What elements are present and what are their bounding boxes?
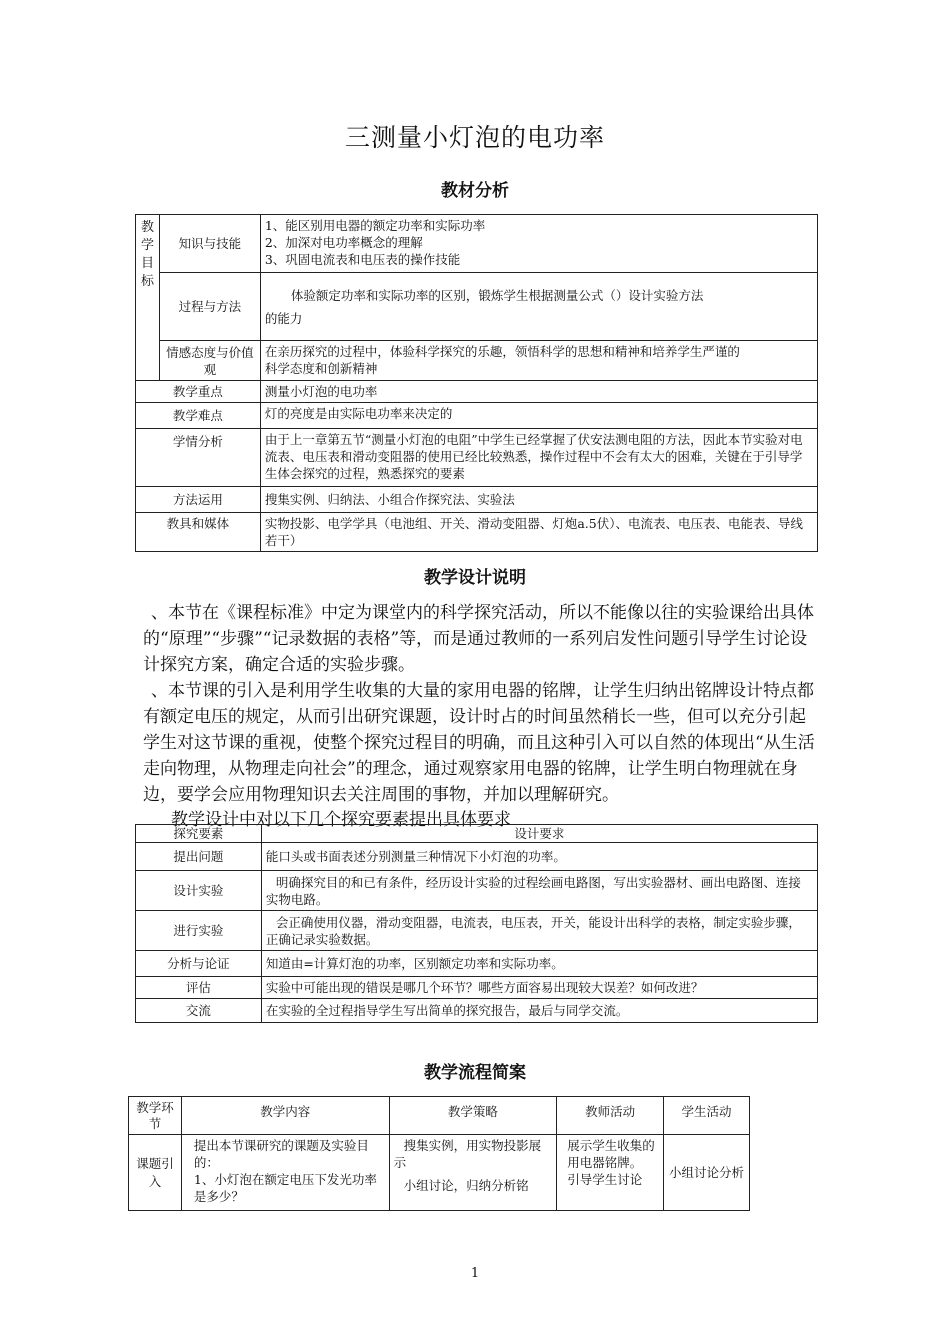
flow-table bbox=[128, 1096, 750, 1211]
flow-teacher: 展示学生收集的用电器铭牌。 引导学生讨论 bbox=[557, 1135, 664, 1211]
req-text: 知道由=计算灯泡的功率，区别额定功率和实际功率。 bbox=[261, 951, 817, 977]
flow-stage: 课题引入 bbox=[129, 1135, 182, 1211]
section-heading-flow: 教学流程简案 bbox=[424, 1063, 526, 1083]
req-text: 会正确使用仪器，滑动变阻器，电流表，电压表，开关，能设计出科学的表格，制定实验步骤，正确记录实验数据。 bbox=[261, 911, 817, 951]
flow-content: 提出本节课研究的课题及实验目的： 1、小灯泡在额定电压下发光功率是多少？ bbox=[181, 1135, 389, 1211]
req-element: 提出问题 bbox=[136, 843, 262, 871]
row-content-knowledge: 1、能区别用电器的额定功率和实际功率 2、加深对电功率概念的理解 3、巩固电流表和电压表的操作技能 bbox=[260, 215, 817, 273]
flow-header-strategy: 教学策略 bbox=[389, 1097, 557, 1135]
paragraph-2: 、本节课的引入是利用学生收集的大量的家用电器的铭牌，让学生归纳出铭牌设计特点都有额定电压的规定，从而引出研究课题，设计时占的时间虽然稍长一些，但可以充分引起学生对这节课的重视，使整个探究过程目的明确，而且这种引入可以自然的体现出“从生活走向物理，从物理走向社会”的理念，通过观察家用电器的铭牌，让学生明白物理就在身边，要学会应用物理知识去关注周围的事物，并加以理解研究。 bbox=[143, 681, 815, 805]
page-number: 1 bbox=[470, 1266, 480, 1281]
section-heading-analysis: 教材分析 bbox=[441, 181, 509, 201]
row-content-process: 体验额定功率和实际功率的区别，锻炼学生根据测量公式（）设计实验方法 的能力 bbox=[260, 273, 817, 341]
row-label-knowledge: 知识与技能 bbox=[159, 215, 260, 273]
row-label-media: 教具和媒体 bbox=[136, 513, 261, 552]
row-content-difficulty: 灯的亮度是由实际电功率来决定的 bbox=[260, 403, 817, 429]
req-text: 能口头或书面表述分别测量三种情况下小灯泡的功率。 bbox=[261, 843, 817, 871]
design-paragraphs bbox=[143, 600, 819, 832]
row-label-methods: 方法运用 bbox=[136, 487, 261, 513]
row-content-methods: 搜集实例、归纳法、小组合作探究法、实验法 bbox=[260, 487, 817, 513]
flow-header-content: 教学内容 bbox=[181, 1097, 389, 1135]
row-content-attitude: 在亲历探究的过程中，体验科学探究的乐趣，领悟科学的思想和精神和培养学生严谨的 科学态度和创新精神 bbox=[260, 341, 817, 381]
header-element: 探究要素 bbox=[136, 825, 262, 843]
row-label-student-analysis: 学情分析 bbox=[136, 429, 261, 487]
req-text: 在实验的全过程指导学生写出简单的探究报告，最后与同学交流。 bbox=[261, 999, 817, 1023]
row-content-key-point: 测量小灯泡的电功率 bbox=[260, 381, 817, 403]
req-text: 明确探究目的和已有条件，经历设计实验的过程绘画电路图，写出实验器材、画出电路图、连接实物电路。 bbox=[261, 871, 817, 911]
row-label-attitude: 情感态度与价值观 bbox=[159, 341, 260, 381]
row-label-key-point: 教学重点 bbox=[136, 381, 261, 403]
paragraph-3: 教学设计中对以下几个探究要素提出具体要求 bbox=[171, 810, 511, 830]
goal-label: 教 学 目 标 bbox=[136, 215, 160, 381]
flow-header-teacher: 教师活动 bbox=[557, 1097, 664, 1135]
header-requirement: 设计要求 bbox=[261, 825, 817, 843]
row-label-difficulty: 教学难点 bbox=[136, 403, 261, 429]
req-element: 评估 bbox=[136, 977, 262, 999]
section-heading-design: 教学设计说明 bbox=[424, 568, 526, 588]
req-element: 进行实验 bbox=[136, 911, 262, 951]
flow-strategy: 搜集实例，用实物投影展示 小组讨论，归纳分析铭 bbox=[389, 1135, 557, 1211]
page-title: 三测量小灯泡的电功率 bbox=[344, 123, 605, 152]
flow-student: 小组讨论分析 bbox=[664, 1135, 750, 1211]
flow-header-stage: 教学环节 bbox=[129, 1097, 182, 1135]
req-element: 分析与论证 bbox=[136, 951, 262, 977]
requirements-table bbox=[135, 824, 818, 1023]
flow-header-student: 学生活动 bbox=[664, 1097, 750, 1135]
paragraph-1: 、本节在《课程标准》中定为课堂内的科学探究活动，所以不能像以往的实验课给出具体的“原理”“步骤”“记录数据的表格”等，而是通过教师的一系列启发性问题引导学生讨论设计探究方案，确定合适的实验步骤。 bbox=[143, 603, 814, 675]
analysis-table bbox=[135, 214, 818, 552]
row-label-process: 过程与方法 bbox=[159, 273, 260, 341]
req-text: 实验中可能出现的错误是哪几个环节？哪些方面容易出现较大误差？如何改进？ bbox=[261, 977, 817, 999]
req-element: 交流 bbox=[136, 999, 262, 1023]
row-content-media: 实物投影、电学学具（电池组、开关、滑动变阻器、灯炮a.5伏）、电流表、电压表、电能表、导线若干） bbox=[260, 513, 817, 552]
row-content-student-analysis: 由于上一章第五节“测量小灯泡的电阻”中学生已经掌握了伏安法测电阻的方法，因此本节实验对电流表、电压表和滑动变阻器的使用已经比较熟悉，操作过程中不会有太大的困难，关键在于引导学生体会探究的过程，熟悉探究的要素 bbox=[260, 429, 817, 487]
req-element: 设计实验 bbox=[136, 871, 262, 911]
